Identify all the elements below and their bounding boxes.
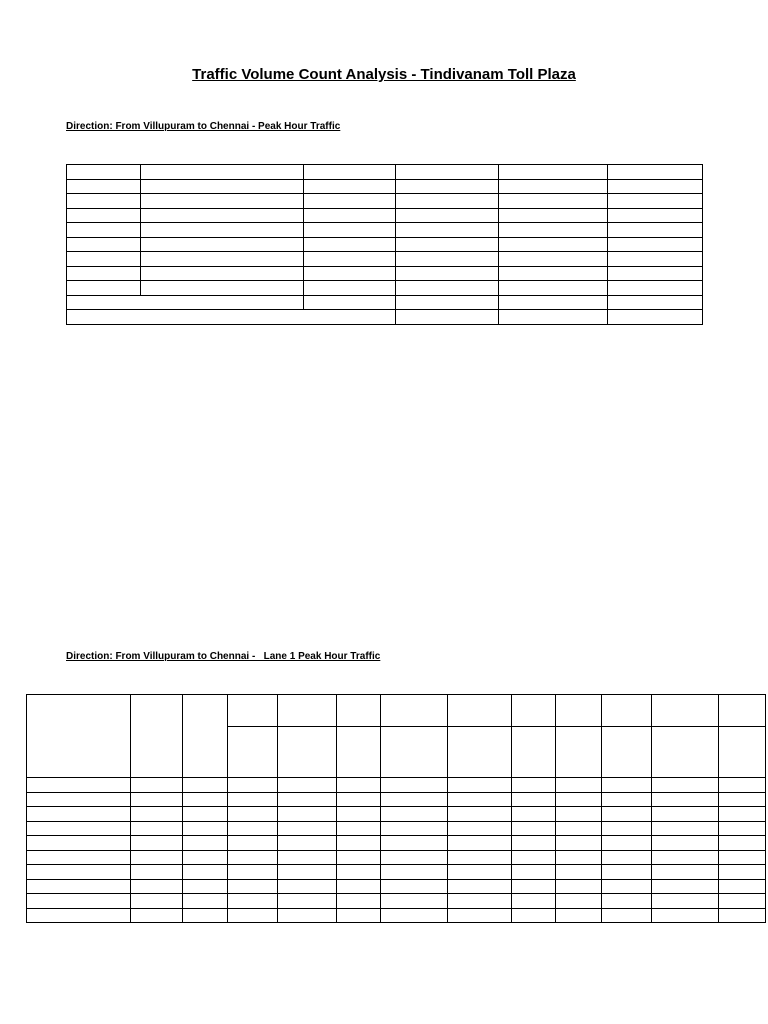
peak-hour-traffic-table: [66, 164, 703, 325]
table-row: [67, 223, 703, 238]
table-row: [67, 281, 703, 296]
table-row: [27, 821, 766, 836]
table-row: [27, 792, 766, 807]
table-row: [27, 879, 766, 894]
table-row: [67, 252, 703, 267]
section-heading-lane1: Direction: From Villupuram to Chennai - Lane 1 Peak Hour Traffic: [66, 651, 381, 662]
table-row: [67, 179, 703, 194]
table-row: [67, 237, 703, 252]
table-row: [67, 266, 703, 281]
table-row: [67, 310, 703, 325]
table-row: [27, 807, 766, 822]
table-row: [67, 208, 703, 223]
page-title: Traffic Volume Count Analysis - Tindivanam Toll Plaza: [192, 66, 576, 83]
table-header-row: [27, 695, 766, 727]
table-row: [27, 908, 766, 923]
lane1-traffic-table: [26, 694, 766, 923]
table-row: [27, 850, 766, 865]
table-row: [27, 894, 766, 909]
table-row: [67, 295, 703, 310]
table-row: [67, 194, 703, 209]
section-heading-peak-hour: Direction: From Villupuram to Chennai - Peak Hour Traffic: [66, 121, 341, 132]
table-row: [67, 165, 703, 180]
table-row: [27, 778, 766, 793]
table-row: [27, 865, 766, 880]
table-row: [27, 836, 766, 851]
